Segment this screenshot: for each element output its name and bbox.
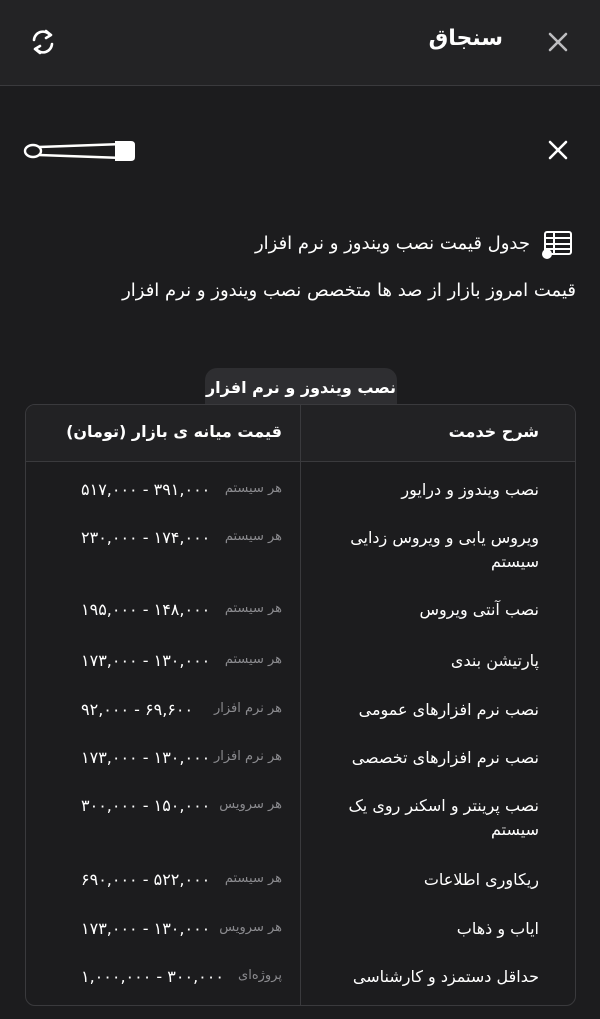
column-divider <box>300 405 301 1005</box>
price-cell: ۶۹,۶۰۰ - ۹۲,۰۰۰ <box>81 700 194 719</box>
unit-cell: هر نرم افزار <box>213 749 282 764</box>
price-cell: ۱۳۰,۰۰۰ - ۱۷۳,۰۰۰ <box>81 748 211 767</box>
page-title: سنجاق <box>428 26 503 51</box>
service-cell: نصب ویندوز و درایور <box>401 480 539 499</box>
service-cell: ویروس یابی و ویروس زدایی سیستم <box>350 528 539 571</box>
price-cell: ۵۲۲,۰۰۰ - ۶۹۰,۰۰۰ <box>81 870 211 889</box>
unit-cell: هر سیستم <box>224 652 282 667</box>
price-cell: ۱۴۸,۰۰۰ - ۱۹۵,۰۰۰ <box>81 600 211 619</box>
column-header-service: شرح خدمت <box>448 422 539 441</box>
service-cell: نصب آنتی ویروس <box>419 600 539 619</box>
price-cell: ۳۹۱,۰۰۰ - ۵۱۷,۰۰۰ <box>81 480 211 499</box>
price-table <box>25 404 576 1006</box>
service-cell: حداقل دستمزد و کارشناسی <box>352 967 539 986</box>
subheading: قیمت امروز بازار از صد ها متخصص نصب ویندوز و نرم افزار <box>122 280 576 301</box>
service-cell: نصب پرینتر و اسکنر روی یک سیستم <box>348 796 539 839</box>
unit-cell: هر سرویس <box>219 920 282 935</box>
service-cell: ریکاوری اطلاعات <box>423 870 539 889</box>
unit-cell: هر نرم افزار <box>213 701 282 716</box>
price-cell: ۱۷۴,۰۰۰ - ۲۳۰,۰۰۰ <box>81 528 211 547</box>
unit-cell: هر سیستم <box>224 601 282 616</box>
unit-cell: هر سرویس <box>219 797 282 812</box>
table-icon <box>540 225 576 261</box>
price-cell: ۱۳۰,۰۰۰ - ۱۷۳,۰۰۰ <box>81 919 211 938</box>
unit-cell: هر سیستم <box>224 529 282 544</box>
safety-pin-icon <box>23 136 137 166</box>
table-caption: نصب ویندوز و نرم افزار <box>205 368 397 408</box>
service-cell: ایاب و ذهاب <box>456 919 539 938</box>
top-bar <box>0 0 600 86</box>
close-icon[interactable] <box>544 28 572 56</box>
table-heading <box>16 225 576 261</box>
unit-cell: پروژه‌ای <box>238 968 282 983</box>
service-cell: پارتیشن بندی <box>450 651 539 670</box>
price-cell: ۱۵۰,۰۰۰ - ۳۰۰,۰۰۰ <box>81 796 211 815</box>
price-cell: ۳۰۰,۰۰۰ - ۱,۰۰۰,۰۰۰ <box>81 967 224 986</box>
refresh-icon[interactable] <box>28 27 58 57</box>
unit-cell: هر سیستم <box>224 481 282 496</box>
unit-cell: هر سیستم <box>224 871 282 886</box>
price-cell: ۱۳۰,۰۰۰ - ۱۷۳,۰۰۰ <box>81 651 211 670</box>
close-pin-icon[interactable] <box>544 136 572 164</box>
service-cell: نصب نرم افزارهای عمومی <box>358 700 539 719</box>
service-cell: نصب نرم افزارهای تخصصی <box>351 748 539 767</box>
column-header-price: قیمت میانه ی بازار (تومان) <box>66 422 282 441</box>
heading-text: جدول قیمت نصب ویندوز و نرم افزار <box>254 232 530 254</box>
